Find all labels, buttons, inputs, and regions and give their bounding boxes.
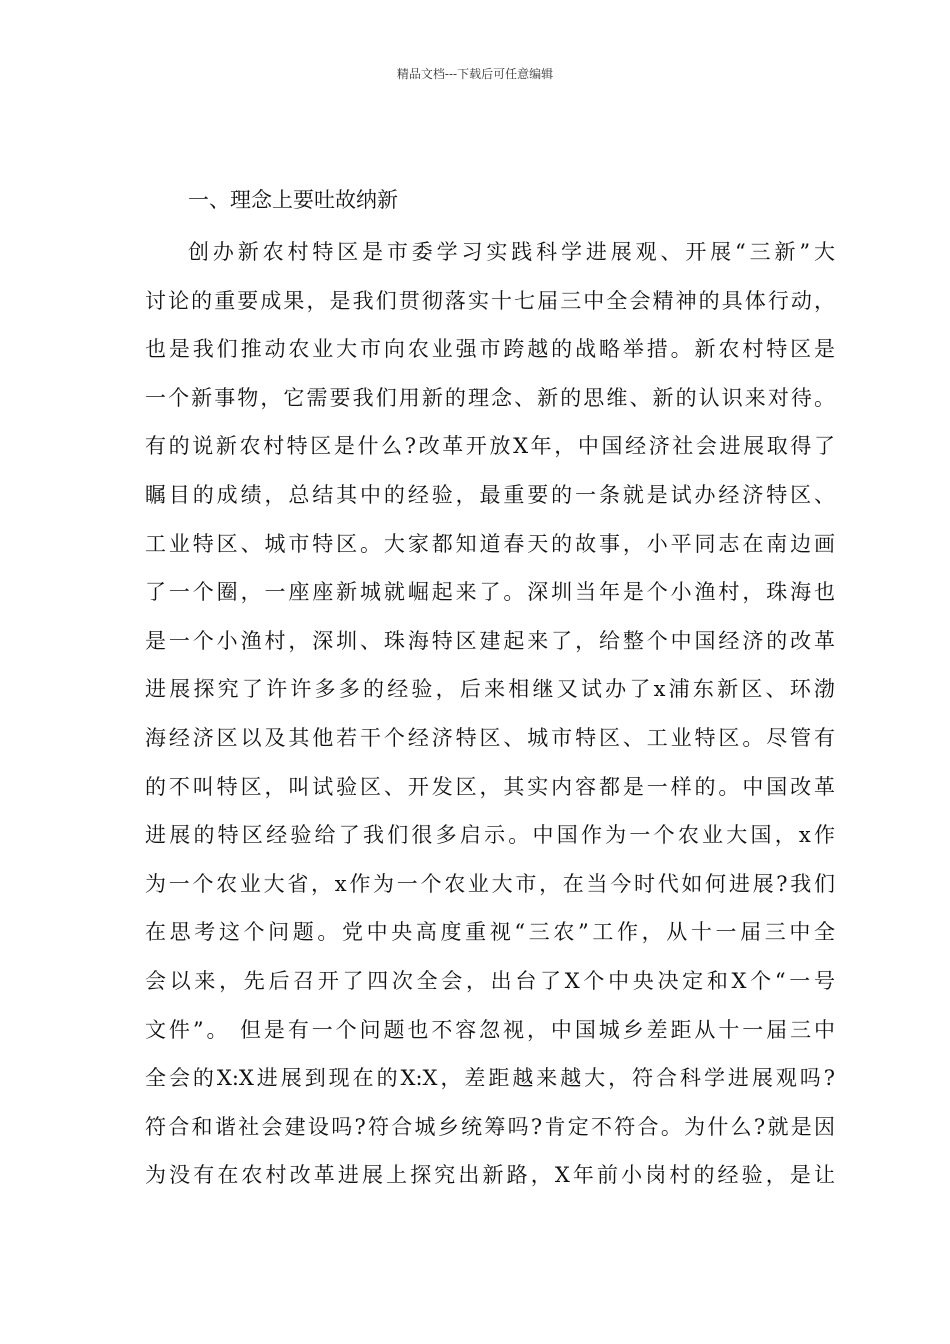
section-heading: 一、理念上要吐故纳新: [188, 188, 398, 212]
paragraph-line: 海经济区以及其他若干个经济特区、城市特区、工业特区。尽管有: [145, 725, 835, 750]
paragraph-line: 在思考这个问题。党中央高度重视“三农”工作，从十一届三中全: [145, 920, 835, 945]
paragraph-line: 工业特区、城市特区。大家都知道春天的故事，小平同志在南边画: [145, 531, 835, 556]
paragraph-line: 一个新事物，它需要我们用新的理念、新的思维、新的认识来对待。: [145, 385, 835, 410]
paragraph-line: 为没有在农村改革进展上探究出新路，X年前小岗村的经验，是让: [145, 1163, 835, 1188]
paragraph-line: 符合和谐社会建设吗?符合城乡统筹吗?肯定不符合。为什么?就是因: [145, 1114, 835, 1139]
body-paragraph: [145, 233, 835, 1205]
paragraph-line: 文件”。 但是有一个问题也不容忽视，中国城乡差距从十一届三中: [145, 1017, 835, 1042]
paragraph-line: 是一个小渔村，深圳、珠海特区建起来了，给整个中国经济的改革: [145, 628, 835, 653]
page-header: 精品文档---下载后可任意编辑: [396, 67, 554, 81]
paragraph-line: 为一个农业大省，x作为一个农业大市，在当今时代如何进展?我们: [145, 871, 835, 896]
paragraph-line: 瞩目的成绩，总结其中的经验，最重要的一条就是试办经济特区、: [145, 482, 835, 507]
paragraph-line: 会以来，先后召开了四次全会，出台了X个中央决定和X个“一号: [145, 968, 835, 993]
paragraph-line: 进展的特区经验给了我们很多启示。中国作为一个农业大国，x作: [145, 823, 835, 848]
paragraph-line: 进展探究了许许多多的经验，后来相继又试办了x浦东新区、环渤: [145, 677, 835, 702]
paragraph-line: 也是我们推动农业大市向农业强市跨越的战略举措。新农村特区是: [145, 337, 835, 362]
paragraph-line: 有的说新农村特区是什么?改革开放X年，中国经济社会进展取得了: [145, 434, 835, 459]
paragraph-line: 讨论的重要成果，是我们贯彻落实十七届三中全会精神的具体行动，: [145, 288, 835, 313]
paragraph-line: 全会的X:X进展到现在的X:X，差距越来越大，符合科学进展观吗?: [145, 1066, 835, 1091]
paragraph-line: 创办新农村特区是市委学习实践科学进展观、开展“三新”大: [188, 240, 835, 264]
paragraph-line: 的不叫特区，叫试验区、开发区，其实内容都是一样的。中国改革: [145, 774, 835, 799]
paragraph-line: 了一个圈，一座座新城就崛起来了。深圳当年是个小渔村，珠海也: [145, 580, 835, 605]
